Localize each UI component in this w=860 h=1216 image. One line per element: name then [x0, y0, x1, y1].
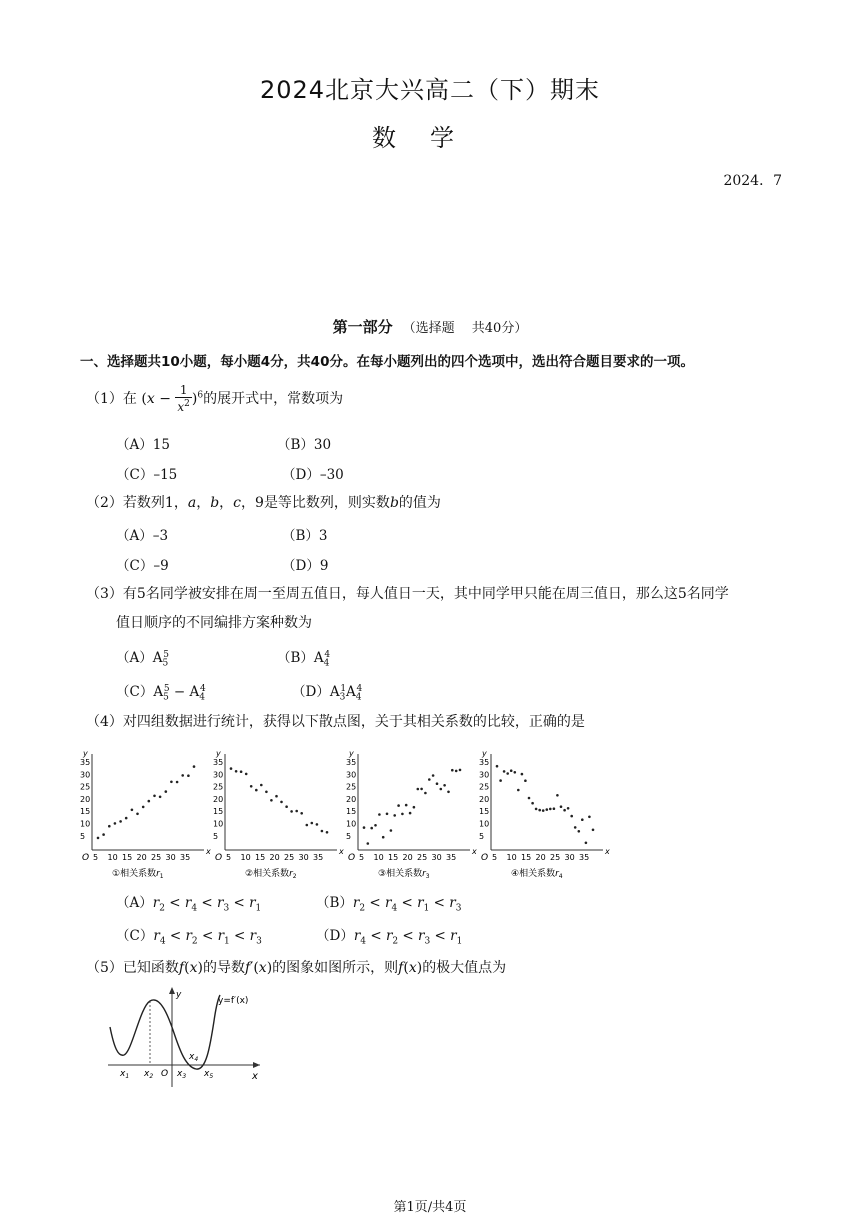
scatter-y-tick: 25	[479, 782, 490, 792]
q3-line2: 值日顺序的不同编排方案种数为	[116, 615, 312, 631]
scatter-x-tick: 35	[313, 853, 324, 862]
scatter-x-tick: 5	[359, 853, 365, 862]
q3-option-c: $(C)A_5^5 - A_4^4$	[116, 683, 206, 703]
q4-option-a: $(A)r_2 < r_4 < r_3 < r_1$	[116, 895, 262, 914]
q2-option-a: （A）–3	[116, 528, 169, 544]
scatter-point	[542, 809, 545, 812]
scatter-point	[503, 770, 506, 773]
curve-label: y=f′(x)	[218, 996, 249, 1006]
exam-date: 2024．7	[723, 173, 782, 189]
scatter-point	[397, 804, 400, 807]
scatter-point	[131, 809, 134, 812]
scatter-point	[378, 813, 381, 816]
scatter-point	[148, 800, 151, 803]
scatter-point	[382, 836, 385, 839]
scatter-y-tick: 5	[479, 831, 485, 841]
question-3-line1	[86, 583, 729, 603]
scatter-y-tick: 15	[479, 807, 490, 817]
scatter-point	[295, 810, 298, 813]
scatter-point	[270, 799, 273, 802]
scatter-point	[136, 813, 139, 816]
scatter-point	[459, 769, 462, 772]
scatter-point	[405, 804, 408, 807]
scatter-point	[428, 778, 431, 781]
scatter-point	[517, 789, 520, 792]
scatter-point	[265, 791, 268, 794]
scatter-point	[316, 823, 319, 826]
scatter-x-label: x	[339, 847, 344, 856]
scatter-y-tick: 30	[346, 770, 357, 780]
scatter-point	[306, 824, 309, 827]
scatter-x-tick: 25	[417, 853, 428, 862]
scatter-point	[585, 842, 588, 845]
label-x4: $x_4$	[189, 1052, 199, 1063]
question-5: （5）已知函数f(x)的导数f′(x)的图象如图所示，则f(x)的极大值点为	[86, 960, 507, 976]
scatter-y-tick: 30	[80, 770, 91, 780]
scatter-x-tick: 25	[284, 853, 295, 862]
scatter-x-tick: 10	[373, 853, 384, 862]
scatter-point	[250, 785, 253, 788]
derivative-curve	[110, 995, 220, 1069]
scatter-x-tick: 15	[255, 853, 266, 862]
scatter-y-tick: 10	[479, 819, 490, 829]
scatter-point	[187, 774, 190, 777]
scatter-point	[240, 770, 243, 773]
y-axis-arrow	[169, 987, 175, 994]
scatter-point	[300, 812, 303, 815]
page-footer: 第1页/共4页	[393, 1200, 467, 1215]
scatter-point	[390, 829, 393, 832]
scatter-point	[574, 826, 577, 829]
label-x5: $x_5$	[204, 1069, 214, 1080]
scatter-y-tick: 35	[346, 758, 357, 767]
scatter-point	[285, 805, 288, 808]
scatter-point	[499, 779, 502, 782]
scatter-point	[393, 814, 396, 817]
q1-option-b: （B）30	[277, 437, 332, 453]
scatter-y-tick: 5	[80, 831, 86, 841]
q3-option-b: $(B)A_4^4$	[277, 649, 331, 669]
scatter-point	[280, 801, 283, 804]
scatter-point	[570, 815, 573, 818]
scatter-point	[455, 770, 458, 773]
q4-text: 对四组数据进行统计，获得以下散点图，关于其相关系数的比较，正确的是	[122, 714, 585, 730]
scatter-y-tick: 20	[213, 794, 224, 804]
scatter-point	[102, 833, 105, 836]
scatter-point	[413, 806, 416, 809]
scatter-point	[245, 773, 248, 776]
scatter-point	[510, 769, 513, 772]
scatter-y-tick: 5	[346, 831, 352, 841]
scatter-x-tick: 35	[579, 853, 590, 862]
scatter-point	[170, 781, 173, 784]
q4-number: （4）	[86, 714, 123, 730]
scatter-x-tick: 5	[492, 853, 498, 862]
derivative-graph-figure	[100, 985, 270, 1090]
label-origin: O	[161, 1069, 169, 1079]
scatter-y-label: y	[216, 749, 221, 758]
scatter-point	[436, 782, 439, 785]
scatter-point	[374, 824, 377, 827]
scatter-y-tick: 10	[346, 819, 357, 829]
scatter-point	[567, 807, 570, 810]
scatter-point	[528, 797, 531, 800]
scatter-x-tick: 10	[107, 853, 118, 862]
scatter-y-tick: 25	[213, 782, 224, 792]
part-name: 第一部分	[332, 318, 393, 336]
scatter-x-tick: 30	[564, 853, 575, 862]
scatter-point	[311, 822, 314, 825]
scatter-point	[549, 808, 552, 811]
scatter-x-tick: 35	[446, 853, 457, 862]
scatter-point	[326, 831, 329, 834]
scatter-point	[538, 809, 541, 812]
q1-option-c: （C）–15	[116, 467, 178, 483]
q1-expression: (x − $\frac{1}{x^2}$ )$^6$	[141, 383, 204, 414]
scatter-point	[367, 842, 370, 845]
scatter-x-label: x	[206, 847, 211, 856]
q2-option-d: （D）9	[282, 558, 329, 574]
scatter-point	[588, 816, 591, 819]
scatter-origin: O	[348, 853, 356, 863]
subject-title: 数学	[372, 124, 488, 152]
scatter-point	[581, 818, 584, 821]
q5-number: （5）	[86, 960, 123, 976]
scatter-x-tick: 20	[136, 853, 147, 862]
scatter-point	[290, 810, 293, 813]
question-4	[86, 711, 585, 731]
scatter-x-tick: 5	[93, 853, 99, 862]
scatter-y-label: y	[83, 749, 88, 758]
scatter-origin: O	[82, 853, 90, 863]
scatter-y-tick: 10	[213, 819, 224, 829]
scatter-point	[514, 771, 517, 774]
scatter-point	[255, 789, 258, 792]
scatter-point	[125, 817, 128, 820]
scatter-y-tick: 5	[213, 831, 219, 841]
scatter-plot-4	[479, 749, 610, 880]
scatter-point	[578, 830, 581, 833]
scatter-caption: ④相关系数$r_4$	[511, 869, 563, 880]
scatter-point	[142, 806, 145, 809]
scatter-y-tick: 10	[80, 819, 91, 829]
scatter-point	[420, 788, 423, 791]
q2-number: （2）	[86, 495, 123, 511]
page-title: 2024北京大兴高二（下）期末	[259, 76, 601, 104]
scatter-point	[97, 837, 100, 840]
q4-option-c: $(C)r_4 < r_2 < r_1 < r_3$	[116, 928, 262, 947]
scatter-point	[432, 774, 435, 777]
scatter-point	[363, 826, 366, 829]
scatter-caption: ②相关系数$r_2$	[245, 869, 297, 880]
scatter-point	[417, 788, 420, 791]
scatter-x-tick: 30	[165, 853, 176, 862]
scatter-point	[114, 822, 117, 825]
scatter-point	[153, 795, 156, 798]
scatter-y-tick: 25	[80, 782, 91, 792]
scatter-point	[230, 767, 233, 770]
part-heading	[0, 316, 860, 337]
scatter-plot-1	[80, 749, 211, 880]
q1-number: （1）	[86, 391, 123, 407]
question-1	[86, 384, 343, 414]
q1-pre: 在	[122, 391, 137, 407]
scatter-point	[546, 808, 549, 811]
x-axis-label: x	[252, 1071, 258, 1082]
scatter-point	[424, 792, 427, 795]
scatter-point	[447, 791, 450, 794]
q3-line1: 有5名同学被安排在周一至周五值日，每人值日一天，其中同学甲只能在周三值日，那么这5名同学	[122, 586, 729, 602]
q1-post: 的展开式中，常数项为	[203, 391, 344, 407]
scatter-point	[556, 794, 559, 797]
scatter-x-tick: 25	[151, 853, 162, 862]
scatter-x-tick: 10	[240, 853, 251, 862]
scatter-y-tick: 20	[80, 794, 91, 804]
scatter-point	[409, 812, 412, 815]
q2-option-b: （B）3	[282, 528, 328, 544]
scatter-origin: O	[215, 853, 223, 863]
scatter-point	[524, 779, 527, 782]
scatter-point	[235, 770, 238, 773]
scatter-x-tick: 35	[180, 853, 191, 862]
scatter-x-tick: 20	[402, 853, 413, 862]
scatter-point	[260, 784, 263, 787]
scatter-point	[159, 796, 162, 799]
scatter-x-tick: 15	[122, 853, 133, 862]
q2-text-b: 是等比数列，则实数	[263, 495, 390, 511]
scatter-x-tick: 20	[269, 853, 280, 862]
scatter-point	[275, 795, 278, 798]
question-2: （2）若数列1，a，b，c，9是等比数列，则实数b的值为	[86, 495, 441, 511]
scatter-point	[193, 765, 196, 768]
scatter-point	[563, 809, 566, 812]
scatter-y-tick: 25	[346, 782, 357, 792]
scatter-point	[531, 802, 534, 805]
scatter-point	[535, 808, 538, 811]
scatter-x-tick: 5	[226, 853, 232, 862]
scatter-plot-2	[213, 749, 344, 880]
scatter-point	[108, 825, 111, 828]
scatter-y-tick: 35	[213, 758, 224, 767]
scatter-point	[440, 788, 443, 791]
q2-text-c: 的值为	[398, 495, 441, 511]
scatter-origin: O	[481, 853, 489, 863]
q3-option-d: $(D)A_3^1A_4^4$	[292, 683, 363, 703]
scatter-point	[181, 774, 184, 777]
q2-text-a: 若数列1，	[122, 495, 188, 511]
scatter-point	[165, 790, 168, 793]
q3-number: （3）	[86, 586, 123, 602]
scatter-point	[506, 772, 509, 775]
label-x2: $x_2$	[144, 1069, 154, 1080]
scatter-x-label: x	[472, 847, 477, 856]
scatter-point	[386, 813, 389, 816]
scatter-x-tick: 30	[298, 853, 309, 862]
q2-option-c: （C）–9	[116, 558, 169, 574]
scatter-y-label: y	[482, 749, 487, 758]
scatter-caption: ③相关系数$r_3$	[378, 869, 430, 880]
q1-option-d: （D）–30	[282, 467, 344, 483]
scatter-x-tick: 25	[550, 853, 561, 862]
scatter-y-tick: 30	[479, 770, 490, 780]
scatter-y-tick: 35	[479, 758, 490, 767]
scatter-point	[119, 820, 122, 823]
q3-option-a: $(A)A_5^5$	[116, 649, 169, 669]
scatter-x-tick: 30	[431, 853, 442, 862]
scatter-point	[592, 829, 595, 832]
scatter-y-tick: 15	[346, 807, 357, 817]
scatter-x-tick: 20	[535, 853, 546, 862]
scatter-plot-3	[346, 749, 477, 880]
q4-option-d: $(D)r_4 < r_2 < r_3 < r_1$	[316, 928, 463, 947]
q4-option-b: $(B)r_2 < r_4 < r_1 < r_3$	[316, 895, 462, 914]
scatter-point	[401, 813, 404, 816]
scatter-y-tick: 15	[213, 807, 224, 817]
scatter-point	[176, 781, 179, 784]
y-axis-label: y	[176, 990, 182, 1000]
scatter-point	[321, 830, 324, 833]
section-instructions: 一、选择题共10小题，每小题4分，共40分。在每小题列出的四个选项中，选出符合题目要求的一项。	[80, 354, 694, 370]
scatter-point	[560, 805, 563, 808]
scatter-plots-figure	[78, 740, 608, 880]
scatter-point	[496, 765, 499, 768]
scatter-y-tick: 20	[479, 794, 490, 804]
scatter-y-tick: 15	[80, 807, 91, 817]
scatter-y-tick: 30	[213, 770, 224, 780]
scatter-point	[443, 784, 446, 787]
scatter-point	[521, 773, 524, 776]
scatter-x-tick: 10	[506, 853, 517, 862]
scatter-y-tick: 35	[80, 758, 91, 767]
x-axis-arrow	[253, 1062, 260, 1068]
scatter-y-label: y	[349, 749, 354, 758]
part-note: （选择题 共40分）	[402, 321, 528, 336]
label-x1: $x_1$	[120, 1069, 130, 1080]
scatter-y-tick: 20	[346, 794, 357, 804]
scatter-x-tick: 15	[521, 853, 532, 862]
q1-option-a: （A）15	[116, 437, 170, 453]
scatter-x-tick: 15	[388, 853, 399, 862]
scatter-point	[370, 827, 373, 830]
scatter-caption: ①相关系数$r_1$	[112, 869, 164, 880]
label-x3: $x_3$	[177, 1069, 187, 1080]
scatter-point	[451, 769, 454, 772]
scatter-point	[553, 807, 556, 810]
scatter-x-label: x	[605, 847, 610, 856]
